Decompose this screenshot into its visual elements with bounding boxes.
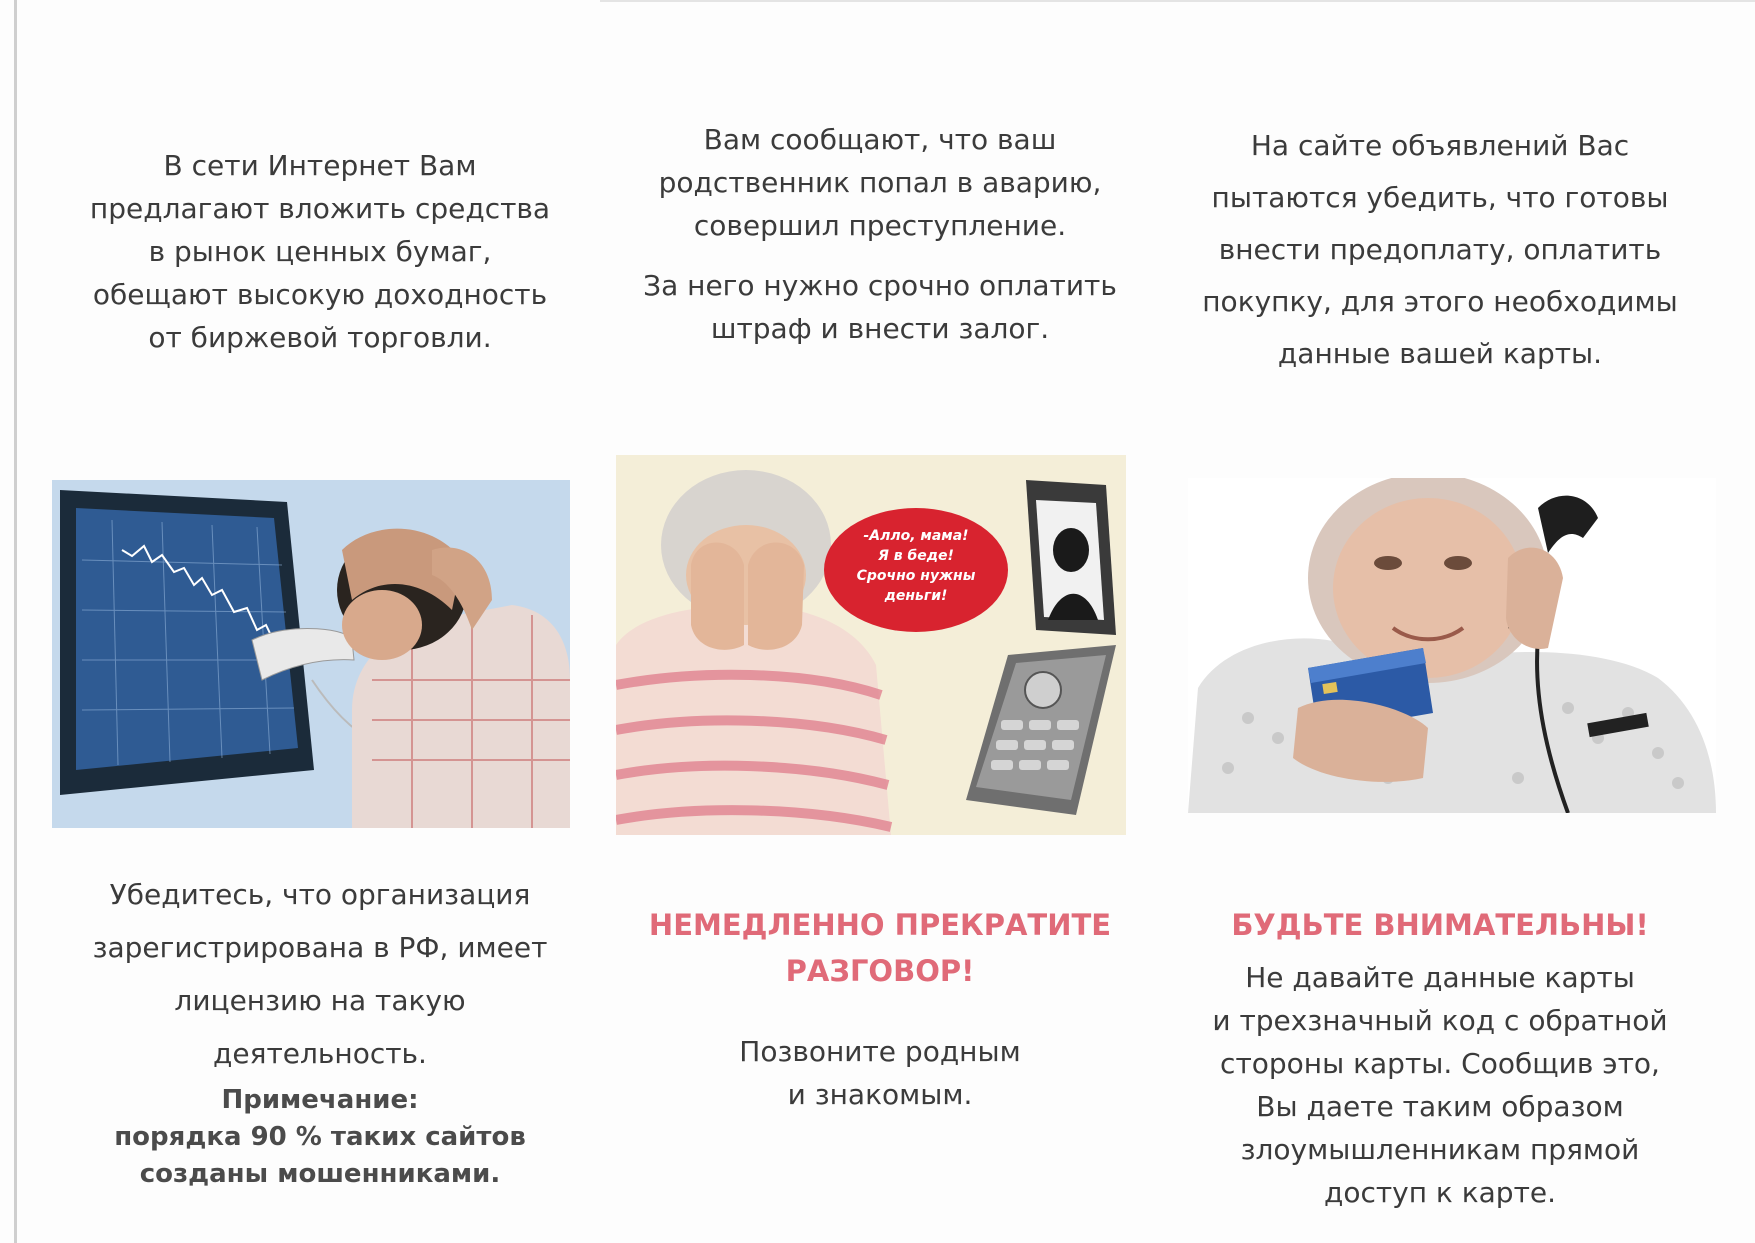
col1-note [60, 1082, 580, 1193]
col3-warning [1180, 902, 1700, 948]
elderly-woman-card-photo [1188, 478, 1716, 813]
col1-intro-line: обещают высокую доходность [92, 278, 548, 311]
col3-intro-line: На сайте объявлений Вас [1250, 129, 1630, 162]
col2-intro-line: Вам сообщают, что ваш [703, 123, 1057, 156]
stock-chart-photo [52, 480, 570, 828]
bubble-line: Срочно нужны [856, 568, 976, 584]
col2-intro-line: За него нужно срочно оплатить [643, 269, 1117, 302]
col2-advice [610, 1030, 1150, 1116]
col3-intro-line: пытаются убедить, что готовы [1211, 181, 1669, 214]
bubble-line: -Алло, мама! [863, 528, 969, 544]
col1-intro-line: В сети Интернет Вам [163, 149, 477, 182]
col2-advice-line: Позвоните родным [739, 1035, 1021, 1068]
bubble-line: деньги! [884, 588, 948, 604]
note-line: порядка 90 % таких сайтов [114, 1122, 526, 1152]
col2-warning [610, 902, 1150, 994]
col3-intro-line: данные вашей карты. [1277, 337, 1603, 370]
col1-advice-line: лицензию на такую [174, 984, 466, 1017]
col3-intro-line: покупку, для этого необходимы [1202, 285, 1678, 318]
col3-intro-line: внести предоплату, оплатить [1218, 233, 1662, 266]
note-line: созданы мошенниками. [139, 1159, 501, 1189]
col3-advice-line: Вы даете таким образом [1256, 1090, 1624, 1123]
col1-advice-line: деятельность. [213, 1037, 427, 1070]
col3-advice-line: Не давайте данные карты [1245, 961, 1635, 994]
col2-intro-line: родственник попал в аварию, [658, 166, 1102, 199]
col1-intro-line: предлагают вложить средства [89, 192, 551, 225]
scan-edge-left [14, 0, 17, 1243]
warning-line: БУДЬТЕ ВНИМАТЕЛЬНЫ! [1231, 908, 1649, 942]
bubble-line: Я в беде! [878, 548, 954, 564]
col3-advice-line: доступ к карте. [1323, 1176, 1557, 1209]
col2-intro [610, 118, 1150, 350]
col1-advice-line: Убедитесь, что организация [109, 878, 531, 911]
note-title: Примечание: [221, 1085, 419, 1115]
col2-advice-line: и знакомым. [787, 1078, 973, 1111]
col3-advice-line: и трехзначный код с обратной [1212, 1004, 1668, 1037]
col3-advice-line: стороны карты. Сообщив это, [1220, 1047, 1660, 1080]
warning-line: РАЗГОВОР! [785, 954, 975, 988]
worried-woman-phone-photo [616, 455, 1126, 835]
col2-intro-line: штраф и внести залог. [710, 312, 1050, 345]
col2-intro-line: совершил преступление. [693, 209, 1067, 242]
col3-advice [1170, 956, 1710, 1214]
scan-edge-top [600, 0, 1755, 2]
col3-intro [1180, 120, 1700, 380]
col1-intro [60, 144, 580, 359]
col3-advice-line: злоумышленникам прямой [1240, 1133, 1640, 1166]
col1-advice [60, 868, 580, 1080]
col1-intro-line: от биржевой торговли. [148, 321, 492, 354]
col1-intro-line: в рынок ценных бумаг, [148, 235, 492, 268]
col1-advice-line: зарегистрирована в РФ, имеет [92, 931, 548, 964]
warning-line: НЕМЕДЛЕННО ПРЕКРАТИТЕ [648, 908, 1112, 942]
